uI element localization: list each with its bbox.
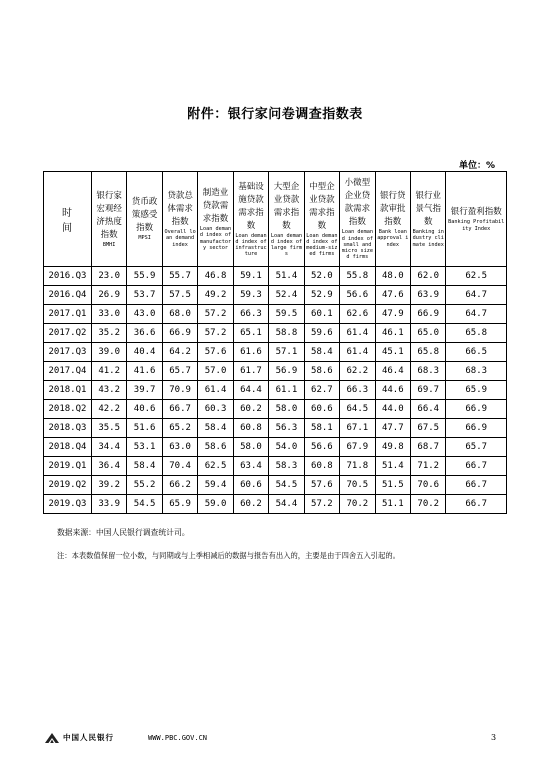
index-value-cell: 58.1 — [304, 419, 339, 438]
index-value-cell: 65.8 — [446, 324, 507, 343]
index-value-cell: 59.5 — [269, 305, 304, 324]
index-value-cell: 55.8 — [340, 267, 375, 286]
index-value-cell: 59.0 — [198, 495, 233, 514]
index-value-cell: 66.7 — [446, 476, 507, 495]
index-value-cell: 63.0 — [162, 438, 197, 457]
index-value-cell: 66.9 — [446, 419, 507, 438]
column-header-en: BMHI — [102, 241, 116, 248]
time-column-header: 时 间 — [44, 172, 92, 267]
period-cell: 2019.Q1 — [44, 457, 92, 476]
index-value-cell: 47.9 — [375, 305, 410, 324]
index-value-cell: 34.4 — [91, 438, 126, 457]
index-value-cell: 64.4 — [233, 381, 268, 400]
footer-url[interactable]: WWW.PBC.GOV.CN — [148, 734, 208, 742]
index-value-cell: 49.2 — [198, 286, 233, 305]
column-header-en: Banking industry climate index — [412, 229, 444, 248]
period-cell: 2017.Q1 — [44, 305, 92, 324]
index-value-cell: 59.3 — [233, 286, 268, 305]
index-value-cell: 56.6 — [340, 286, 375, 305]
table-row — [44, 324, 507, 343]
index-value-cell: 51.1 — [375, 495, 410, 514]
column-header-cn: 银行盈利指数 — [450, 207, 502, 218]
column-header-cn: 制造业贷款需求指数 — [202, 188, 229, 225]
index-value-cell: 64.2 — [162, 343, 197, 362]
index-value-cell: 36.4 — [91, 457, 126, 476]
table-row — [44, 267, 507, 286]
index-value-cell: 66.7 — [162, 400, 197, 419]
column-header-en: Bank loan approval index — [377, 229, 409, 248]
period-cell: 2018.Q4 — [44, 438, 92, 457]
index-value-cell: 35.5 — [91, 419, 126, 438]
table-row — [44, 305, 507, 324]
index-value-cell: 42.2 — [91, 400, 126, 419]
index-value-cell: 59.6 — [304, 324, 339, 343]
index-value-cell: 58.4 — [304, 343, 339, 362]
index-value-cell: 66.9 — [411, 305, 446, 324]
index-value-cell: 57.2 — [198, 305, 233, 324]
index-value-cell: 64.7 — [446, 286, 507, 305]
index-value-cell: 39.7 — [127, 381, 162, 400]
index-value-cell: 70.5 — [340, 476, 375, 495]
index-value-cell: 60.8 — [304, 457, 339, 476]
period-cell: 2018.Q3 — [44, 419, 92, 438]
index-value-cell: 66.4 — [411, 400, 446, 419]
table-row — [44, 419, 507, 438]
table-row — [44, 495, 507, 514]
column-header-manufacturing-loan-demand — [198, 172, 233, 267]
period-cell: 2016.Q3 — [44, 267, 92, 286]
index-value-cell: 60.2 — [233, 495, 268, 514]
index-value-cell: 62.2 — [340, 362, 375, 381]
index-value-cell: 61.6 — [233, 343, 268, 362]
index-value-cell: 57.0 — [198, 362, 233, 381]
index-value-cell: 60.1 — [304, 305, 339, 324]
index-value-cell: 60.2 — [233, 400, 268, 419]
column-header-en: Overall loan demand index — [164, 229, 196, 248]
index-value-cell: 40.4 — [127, 343, 162, 362]
index-value-cell: 58.3 — [269, 457, 304, 476]
index-value-cell: 69.7 — [411, 381, 446, 400]
period-cell: 2017.Q3 — [44, 343, 92, 362]
index-value-cell: 70.2 — [340, 495, 375, 514]
index-value-cell: 61.4 — [340, 324, 375, 343]
index-value-cell: 54.0 — [269, 438, 304, 457]
index-value-cell: 57.5 — [162, 286, 197, 305]
column-header-cn: 银行家宏观经济热度指数 — [96, 190, 122, 240]
index-value-cell: 48.0 — [375, 267, 410, 286]
table-row — [44, 438, 507, 457]
table-row — [44, 343, 507, 362]
index-value-cell: 61.1 — [269, 381, 304, 400]
table-row — [44, 362, 507, 381]
index-value-cell: 52.9 — [304, 286, 339, 305]
rounding-note: 注：本表数值保留一位小数，与同期或与上季相减后的数据与报告有出入的，主要是由于四舍五入引起的。 — [57, 551, 400, 560]
period-cell: 2018.Q2 — [44, 400, 92, 419]
period-cell: 2017.Q2 — [44, 324, 92, 343]
index-value-cell: 60.8 — [233, 419, 268, 438]
index-value-cell: 67.1 — [340, 419, 375, 438]
column-header-en: MPSI — [138, 235, 151, 242]
index-value-cell: 56.3 — [269, 419, 304, 438]
index-value-cell: 59.1 — [233, 267, 268, 286]
index-value-cell: 54.4 — [269, 495, 304, 514]
index-value-cell: 40.6 — [127, 400, 162, 419]
footer-logo — [45, 732, 114, 743]
column-header-overall-loan-demand — [162, 172, 197, 267]
index-value-cell: 62.5 — [446, 267, 507, 286]
column-header-en: Loan demand index of medium-sized firms — [306, 232, 338, 258]
index-value-cell: 67.5 — [411, 419, 446, 438]
footer-bank-name: 中国人民银行 — [63, 733, 114, 742]
index-value-cell: 70.4 — [162, 457, 197, 476]
column-header-infrastructure-loan-demand — [233, 172, 268, 267]
table-row — [44, 457, 507, 476]
index-value-cell: 23.0 — [91, 267, 126, 286]
index-value-cell: 65.9 — [162, 495, 197, 514]
index-value-cell: 65.7 — [162, 362, 197, 381]
index-value-cell: 66.5 — [446, 343, 507, 362]
index-value-cell: 62.5 — [198, 457, 233, 476]
index-value-cell: 68.3 — [411, 362, 446, 381]
index-value-cell: 65.0 — [411, 324, 446, 343]
page-number: 3 — [491, 733, 497, 742]
index-value-cell: 26.9 — [91, 286, 126, 305]
index-value-cell: 33.9 — [91, 495, 126, 514]
index-value-cell: 56.9 — [269, 362, 304, 381]
index-value-cell: 54.5 — [127, 495, 162, 514]
unit-label: 单位：% — [458, 161, 495, 171]
index-value-cell: 47.6 — [375, 286, 410, 305]
index-value-cell: 52.0 — [304, 267, 339, 286]
index-value-cell: 59.4 — [198, 476, 233, 495]
index-value-cell: 71.2 — [411, 457, 446, 476]
table-header-row — [44, 172, 507, 267]
index-value-cell: 60.6 — [233, 476, 268, 495]
table-row — [44, 286, 507, 305]
column-header-cn: 银行贷款审批指数 — [380, 191, 406, 228]
column-header-cn: 小微型企业贷款需求指数 — [344, 178, 371, 228]
index-value-cell: 39.0 — [91, 343, 126, 362]
column-header-en: Loan demand index of large firms — [270, 232, 303, 258]
index-value-cell: 44.6 — [375, 381, 410, 400]
index-value-cell: 33.0 — [91, 305, 126, 324]
index-value-cell: 51.5 — [375, 476, 410, 495]
index-value-cell: 57.6 — [304, 476, 339, 495]
index-value-cell: 56.6 — [304, 438, 339, 457]
column-header-cn: 基础设施贷款需求指数 — [238, 181, 264, 231]
index-value-cell: 43.0 — [127, 305, 162, 324]
column-header-cn: 大型企业贷款需求指数 — [273, 181, 300, 231]
table-row — [44, 381, 507, 400]
column-header-large-firms-loan-demand — [269, 172, 304, 267]
index-value-cell: 36.6 — [127, 324, 162, 343]
period-cell: 2018.Q1 — [44, 381, 92, 400]
index-value-cell: 57.2 — [304, 495, 339, 514]
index-value-cell: 65.9 — [446, 381, 507, 400]
index-value-cell: 63.9 — [411, 286, 446, 305]
index-value-cell: 63.4 — [233, 457, 268, 476]
index-value-cell: 66.9 — [446, 400, 507, 419]
index-value-cell: 51.4 — [269, 267, 304, 286]
period-cell: 2019.Q3 — [44, 495, 92, 514]
index-value-cell: 35.2 — [91, 324, 126, 343]
index-value-cell: 43.2 — [91, 381, 126, 400]
index-value-cell: 51.4 — [375, 457, 410, 476]
index-value-cell: 70.2 — [411, 495, 446, 514]
index-value-cell: 66.7 — [446, 457, 507, 476]
index-value-cell: 47.7 — [375, 419, 410, 438]
column-header-loan-approval — [375, 172, 410, 267]
column-header-cn: 货币政策感受指数 — [131, 197, 158, 234]
index-value-cell: 68.0 — [162, 305, 197, 324]
column-header-banking-profitability — [446, 172, 507, 267]
data-source-note: 数据来源：中国人民银行调查统计司。 — [57, 528, 190, 537]
index-value-cell: 55.2 — [127, 476, 162, 495]
index-value-cell: 61.4 — [340, 343, 375, 362]
index-value-cell: 68.3 — [446, 362, 507, 381]
column-header-en: Loan demand index of small and micro sized firms — [341, 229, 373, 261]
banker-survey-index-table — [43, 171, 507, 514]
index-value-cell: 58.0 — [233, 438, 268, 457]
period-cell: 2017.Q4 — [44, 362, 92, 381]
index-value-cell: 58.6 — [304, 362, 339, 381]
period-cell: 2019.Q2 — [44, 476, 92, 495]
column-header-en: Loan demand index of infrastructure — [235, 232, 267, 258]
pbc-emblem-icon — [45, 733, 59, 743]
column-header-bmhi — [91, 172, 126, 267]
table-row — [44, 400, 507, 419]
index-value-cell: 41.2 — [91, 362, 126, 381]
column-header-en: Loan demand index of manufactory sector — [199, 226, 232, 251]
index-value-cell: 45.1 — [375, 343, 410, 362]
index-value-cell: 70.6 — [411, 476, 446, 495]
index-value-cell: 55.7 — [162, 267, 197, 286]
index-value-cell: 46.4 — [375, 362, 410, 381]
index-value-cell: 57.6 — [198, 343, 233, 362]
page-title: 附件：银行家问卷调查指数表 — [187, 107, 363, 122]
column-header-cn: 贷款总体需求指数 — [167, 191, 193, 228]
index-value-cell: 41.6 — [127, 362, 162, 381]
index-value-cell: 62.7 — [304, 381, 339, 400]
index-value-cell: 66.2 — [162, 476, 197, 495]
index-value-cell: 49.8 — [375, 438, 410, 457]
index-value-cell: 55.9 — [127, 267, 162, 286]
column-header-en: Banking Profitability Index — [448, 219, 505, 232]
index-value-cell: 71.8 — [340, 457, 375, 476]
index-value-cell: 58.4 — [127, 457, 162, 476]
column-header-medium-firms-loan-demand — [304, 172, 339, 267]
index-value-cell: 57.1 — [269, 343, 304, 362]
index-value-cell: 60.6 — [304, 400, 339, 419]
index-value-cell: 66.3 — [233, 305, 268, 324]
index-value-cell: 58.8 — [269, 324, 304, 343]
index-value-cell: 70.9 — [162, 381, 197, 400]
index-value-cell: 60.3 — [198, 400, 233, 419]
index-value-cell: 61.7 — [233, 362, 268, 381]
index-value-cell: 65.2 — [162, 419, 197, 438]
index-value-cell: 67.9 — [340, 438, 375, 457]
period-cell: 2016.Q4 — [44, 286, 92, 305]
index-value-cell: 52.4 — [269, 286, 304, 305]
index-value-cell: 51.6 — [127, 419, 162, 438]
index-value-cell: 39.2 — [91, 476, 126, 495]
index-value-cell: 54.5 — [269, 476, 304, 495]
index-value-cell: 65.8 — [411, 343, 446, 362]
index-value-cell: 58.6 — [198, 438, 233, 457]
table-body — [44, 267, 507, 514]
index-value-cell: 68.7 — [411, 438, 446, 457]
index-value-cell: 58.4 — [198, 419, 233, 438]
table-row — [44, 476, 507, 495]
index-value-cell: 57.2 — [198, 324, 233, 343]
index-value-cell: 46.1 — [375, 324, 410, 343]
index-value-cell: 44.0 — [375, 400, 410, 419]
index-value-cell: 62.6 — [340, 305, 375, 324]
index-value-cell: 64.7 — [446, 305, 507, 324]
index-value-cell: 66.7 — [446, 495, 507, 514]
column-header-cn: 中型企业贷款需求指数 — [309, 181, 335, 231]
column-header-banking-climate — [411, 172, 446, 267]
index-value-cell: 65.1 — [233, 324, 268, 343]
index-value-cell: 64.5 — [340, 400, 375, 419]
index-value-cell: 62.0 — [411, 267, 446, 286]
column-header-mpsi — [127, 172, 162, 267]
index-value-cell: 61.4 — [198, 381, 233, 400]
index-value-cell: 65.7 — [446, 438, 507, 457]
index-value-cell: 46.8 — [198, 267, 233, 286]
index-value-cell: 66.3 — [340, 381, 375, 400]
column-header-small-micro-firms-loan-demand — [340, 172, 375, 267]
column-header-cn: 银行业景气指数 — [415, 191, 442, 228]
index-value-cell: 58.0 — [269, 400, 304, 419]
index-value-cell: 66.9 — [162, 324, 197, 343]
index-value-cell: 53.7 — [127, 286, 162, 305]
index-value-cell: 53.1 — [127, 438, 162, 457]
